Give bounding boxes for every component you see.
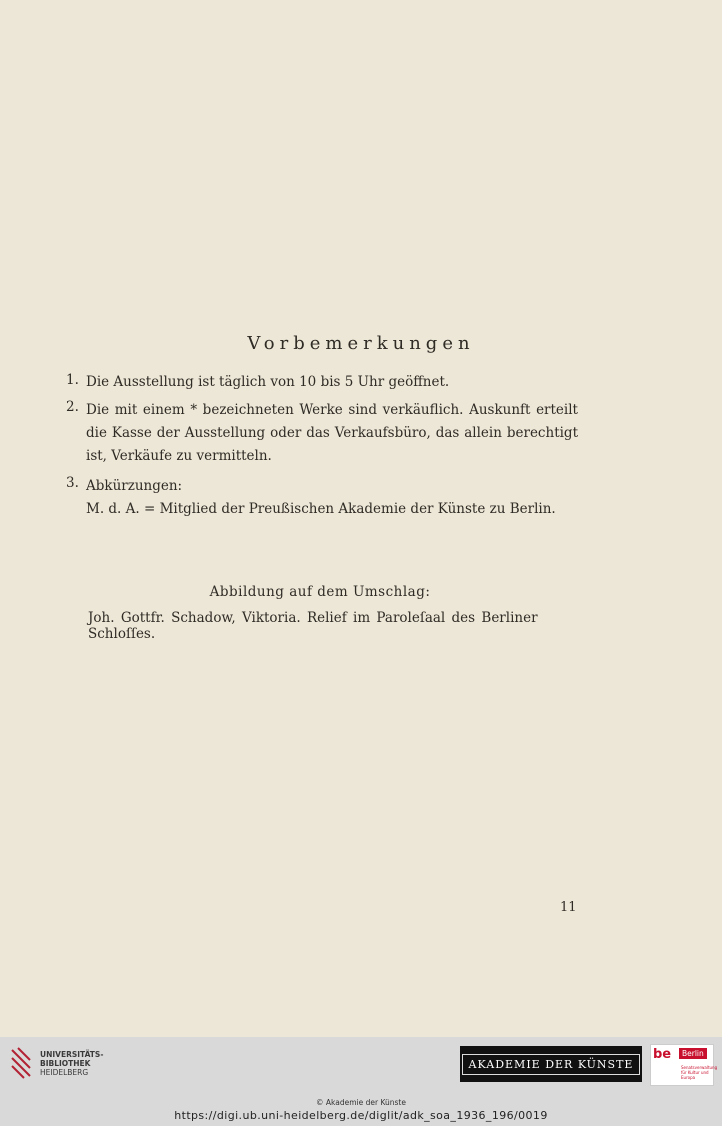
berlin-be-mark: be bbox=[653, 1047, 672, 1062]
item-number: 1. bbox=[66, 372, 79, 388]
item-text: M. d. A. = Mitglied der Preußischen Akademie der Künste zu Berlin. bbox=[86, 501, 556, 517]
list-item bbox=[66, 475, 578, 521]
berlin-senate-logo[interactable] bbox=[650, 1044, 718, 1086]
library-name-line: UNIVERSITÄTS- bbox=[40, 1049, 104, 1059]
permalink-url[interactable]: https://digi.ub.uni-heidelberg.de/diglit/adk_soa_1936_196/0019 bbox=[174, 1109, 548, 1122]
berlin-tag: Berlin bbox=[679, 1048, 707, 1059]
page-heading: Vorbemerkungen bbox=[247, 333, 475, 354]
berlin-subtitle: Senatsverwaltung für Kultur und Europa bbox=[681, 1065, 718, 1080]
akademie-logo-text: AKADEMIE DER KÜNSTE bbox=[462, 1054, 641, 1075]
item-text: Abkürzungen: bbox=[86, 478, 183, 494]
remarks-list bbox=[66, 372, 578, 528]
library-name-line: HEIDELBERG bbox=[40, 1067, 89, 1077]
item-number: 2. bbox=[66, 399, 79, 415]
page-number: 11 bbox=[560, 900, 577, 915]
item-text: Die mit einem * bezeichneten Werke sind verkäuflich. Auskunft erteilt die Kasse der Ausstellung oder das Verkaufsbüro, das allein berechtigt ist, Verkäufe zu vermitteln. bbox=[86, 402, 578, 464]
cover-caption-text: Joh. Gottfr. Schadow, Viktoria. Relief im Paroleſaal des Berliner Schloſſes. bbox=[88, 610, 538, 642]
akademie-der-kuenste-logo[interactable] bbox=[460, 1046, 642, 1082]
copyright-notice: © Akademie der Künste bbox=[316, 1098, 406, 1107]
university-library-icon bbox=[8, 1044, 34, 1082]
library-name bbox=[40, 1050, 103, 1077]
cover-caption-title: Abbildung auf dem Umschlag: bbox=[209, 584, 431, 600]
item-number: 3. bbox=[66, 475, 79, 491]
library-name-line: BIBLIOTHEK bbox=[40, 1058, 91, 1068]
item-text: Die Ausstellung ist täglich von 10 bis 5 Uhr geöffnet. bbox=[86, 374, 450, 390]
list-item bbox=[66, 399, 578, 468]
list-item bbox=[66, 372, 578, 392]
heidelberg-library-logo[interactable] bbox=[8, 1044, 103, 1082]
item-text-block bbox=[86, 475, 578, 521]
